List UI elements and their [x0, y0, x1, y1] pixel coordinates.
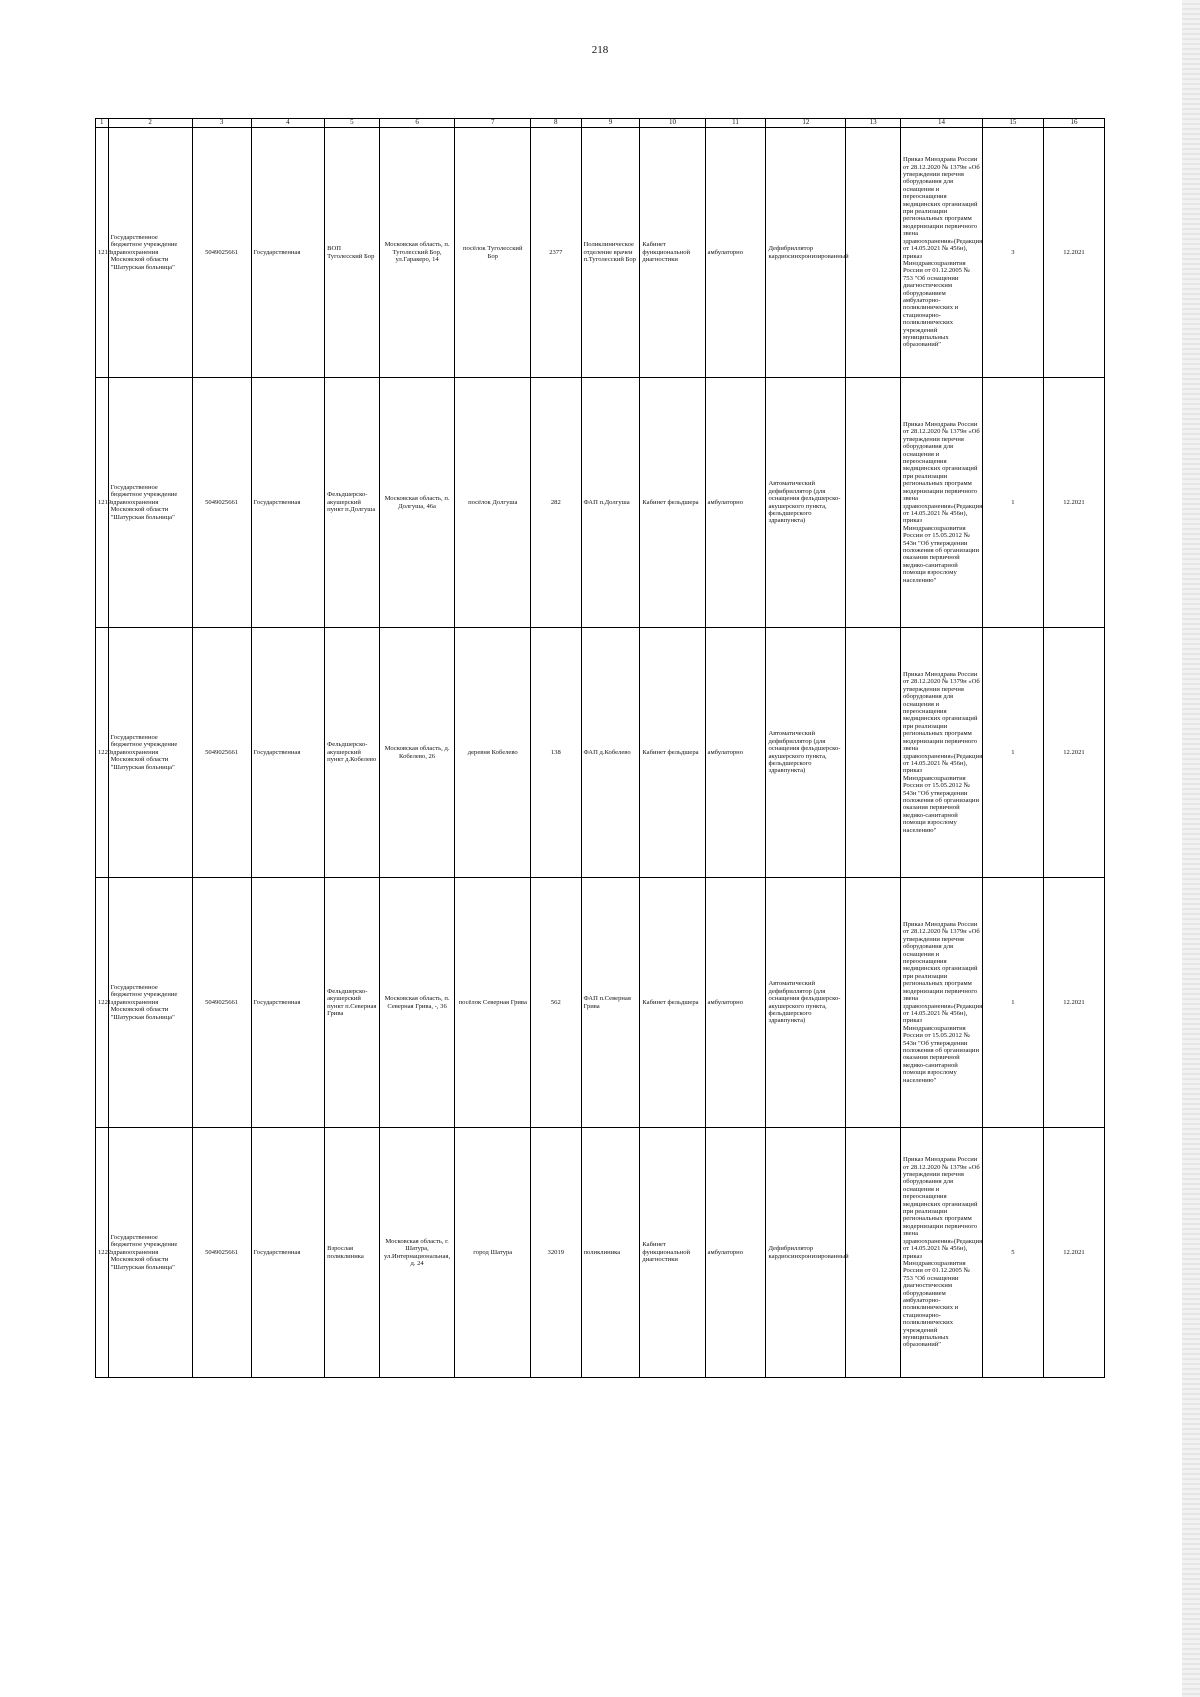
unit-cell: Фельдшерско-акушерский пункт п.Долгуша [325, 378, 380, 628]
equipment-cell: Автоматический дефибриллятор (для оснащения фельдшерско-акушерского пункта, фельдшерского здравпункта) [766, 628, 846, 878]
col13-cell [846, 628, 901, 878]
equipment-cell: Автоматический дефибриллятор (для оснащения фельдшерско-акушерского пункта, фельдшерского здравпункта) [766, 878, 846, 1128]
quantity-cell: 1 [982, 378, 1043, 628]
date-cell: 12.2021 [1043, 378, 1104, 628]
header-cell: 1 [96, 119, 109, 128]
unit-cell: Фельдшерско-акушерский пункт п.Северная Грива [325, 878, 380, 1128]
department-cell: Поликлиническое отделение врачеи п.Туголесский Бор [581, 128, 640, 378]
row-number: 1221 [96, 878, 109, 1128]
ownership-cell: Государственная [251, 628, 325, 878]
care-type-cell: амбулаторно [705, 378, 766, 628]
table-row [96, 378, 1105, 628]
header-cell: 11 [705, 119, 766, 128]
settlement-cell: посёлок Северная Грива [455, 878, 531, 1128]
inn-cell: 5049025661 [192, 378, 251, 628]
quantity-cell: 5 [982, 1128, 1043, 1378]
row-number: 1220 [96, 628, 109, 878]
table-row [96, 128, 1105, 378]
ownership-cell: Государственная [251, 878, 325, 1128]
ownership-cell: Государственная [251, 1128, 325, 1378]
header-cell: 6 [379, 119, 455, 128]
basis-cell: Приказ Минздрава России от 28.12.2020 № 1379н «Об утверждении перечня оборудования для оснащения и переоснащения медицинских организаций при реализации региональных программ модернизации первичного звена здравоохранения»(Редакция от 14.05.2021 № 456н), приказ Минздравсоцразвития России от 15.05.2012 № 543н "Об утверждении положения об организации оказания первичной медико-санитарной помощи взрослому населению" [900, 878, 982, 1128]
header-cell: 2 [108, 119, 192, 128]
header-cell: 12 [766, 119, 846, 128]
department-cell: ФАП п.Северная Грива [581, 878, 640, 1128]
basis-cell: Приказ Минздрава России от 28.12.2020 № 1379н «Об утверждении перечня оборудования для оснащения и переоснащения медицинских организаций при реализации региональных программ модернизации первичного звена здравоохранения»(Редакция от 14.05.2021 № 456н), приказ Минздравсоцразвития России от 15.05.2012 № 543н "Об утверждении положения об организации оказания первичной медико-санитарной помощи взрослому населению" [900, 628, 982, 878]
population-cell: 138 [531, 628, 581, 878]
header-row [96, 119, 1105, 128]
table-row [96, 628, 1105, 878]
table-row [96, 878, 1105, 1128]
address-cell: Московская область, п. Долгуша, 46а [379, 378, 455, 628]
population-cell: 32019 [531, 1128, 581, 1378]
quantity-cell: 3 [982, 128, 1043, 378]
settlement-cell: деревня Кобелево [455, 628, 531, 878]
care-type-cell: амбулаторно [705, 878, 766, 1128]
address-cell: Московская область, п. Северная Грива, -, 36 [379, 878, 455, 1128]
ownership-cell: Государственная [251, 378, 325, 628]
col13-cell [846, 878, 901, 1128]
population-cell: 562 [531, 878, 581, 1128]
room-cell: Кабинет фельдшера [640, 378, 705, 628]
address-cell: Московская область, г. Шатура, ул.Интернациональная, д. 24 [379, 1128, 455, 1378]
inn-cell: 5049025661 [192, 128, 251, 378]
date-cell: 12.2021 [1043, 628, 1104, 878]
settlement-cell: посёлок Долгуша [455, 378, 531, 628]
page-number: 218 [591, 44, 609, 56]
population-cell: 2377 [531, 128, 581, 378]
equipment-cell: Дефибриллятор кардиосинхронизированный [766, 128, 846, 378]
header-cell: 3 [192, 119, 251, 128]
settlement-cell: город Шатура [455, 1128, 531, 1378]
row-number: 1222 [96, 1128, 109, 1378]
unit-cell: Взрослая поликлиника [325, 1128, 380, 1378]
care-type-cell: амбулаторно [705, 1128, 766, 1378]
care-type-cell: амбулаторно [705, 628, 766, 878]
address-cell: Московская область, д. Кобелево, 26 [379, 628, 455, 878]
quantity-cell: 1 [982, 628, 1043, 878]
address-cell: Московская область, п. Туголесский Бор, ул.Гаракеро, 14 [379, 128, 455, 378]
header-cell: 5 [325, 119, 380, 128]
settlement-cell: посёлок Туголесский Бор [455, 128, 531, 378]
table-row [96, 1128, 1105, 1378]
organization-cell: Государственное бюджетное учреждение здравоохранения Московской области "Шатурская больница" [108, 878, 192, 1128]
header-cell: 10 [640, 119, 705, 128]
col13-cell [846, 1128, 901, 1378]
equipment-table [95, 118, 1105, 1378]
department-cell: ФАП п.Долгуша [581, 378, 640, 628]
row-number: 1218 [96, 128, 109, 378]
col13-cell [846, 128, 901, 378]
department-cell: ФАП д.Кобелево [581, 628, 640, 878]
equipment-cell: Автоматический дефибриллятор (для оснащения фельдшерско-акушерского пункта, фельдшерского здравпункта) [766, 378, 846, 628]
organization-cell: Государственное бюджетное учреждение здравоохранения Московской области "Шатурская больница" [108, 128, 192, 378]
inn-cell: 5049025661 [192, 878, 251, 1128]
header-cell: 4 [251, 119, 325, 128]
date-cell: 12.2021 [1043, 128, 1104, 378]
basis-cell: Приказ Минздрава России от 28.12.2020 № 1379н «Об утверждении перечня оборудования для оснащения и переоснащения медицинских организаций при реализации региональных программ модернизации первичного звена здравоохранения»(Редакция от 14.05.2021 № 456н), приказ Минздравсоцразвития России от 15.05.2012 № 543н "Об утверждении положения об организации оказания первичной медико-санитарной помощи взрослому населению" [900, 378, 982, 628]
organization-cell: Государственное бюджетное учреждение здравоохранения Московской области "Шатурская больница" [108, 1128, 192, 1378]
header-cell: 15 [982, 119, 1043, 128]
room-cell: Кабинет фельдшера [640, 878, 705, 1128]
col13-cell [846, 378, 901, 628]
header-cell: 14 [900, 119, 982, 128]
unit-cell: Фельдшерско-акушерский пункт д.Кобелево [325, 628, 380, 878]
organization-cell: Государственное бюджетное учреждение здравоохранения Московской области "Шатурская больница" [108, 378, 192, 628]
care-type-cell: амбулаторно [705, 128, 766, 378]
date-cell: 12.2021 [1043, 878, 1104, 1128]
department-cell: поликлиника [581, 1128, 640, 1378]
equipment-cell: Дефибриллятор кардиосинхронизированный [766, 1128, 846, 1378]
quantity-cell: 1 [982, 878, 1043, 1128]
scan-edge [1182, 0, 1200, 1697]
header-cell: 8 [531, 119, 581, 128]
inn-cell: 5049025661 [192, 1128, 251, 1378]
header-cell: 13 [846, 119, 901, 128]
header-cell: 7 [455, 119, 531, 128]
date-cell: 12.2021 [1043, 1128, 1104, 1378]
basis-cell: Приказ Минздрава России от 28.12.2020 № 1379н «Об утверждении перечня оборудования для оснащения и переоснащения медицинских организаций при реализации региональных программ модернизации первичного звена здравоохранения»(Редакция от 14.05.2021 № 456н), приказ Минздравсоцразвития России от 01.12.2005 № 753 "Об оснащении диагностическим оборудованием амбулаторно-поликлинических и стационарно-поликлинических учреждений муниципальных образований" [900, 128, 982, 378]
population-cell: 282 [531, 378, 581, 628]
ownership-cell: Государственная [251, 128, 325, 378]
inn-cell: 5049025661 [192, 628, 251, 878]
room-cell: Кабинет функциональной диагностики [640, 1128, 705, 1378]
unit-cell: ВОП Туголесский Бор [325, 128, 380, 378]
room-cell: Кабинет фельдшера [640, 628, 705, 878]
header-cell: 9 [581, 119, 640, 128]
row-number: 1219 [96, 378, 109, 628]
organization-cell: Государственное бюджетное учреждение здравоохранения Московской области "Шатурская больница" [108, 628, 192, 878]
room-cell: Кабинет функциональной диагностики [640, 128, 705, 378]
basis-cell: Приказ Минздрава России от 28.12.2020 № 1379н «Об утверждении перечня оборудования для оснащения и переоснащения медицинских организаций при реализации региональных программ модернизации первичного звена здравоохранения»(Редакция от 14.05.2021 № 456н), приказ Минздравсоцразвития России от 01.12.2005 № 753 "Об оснащении диагностическим оборудованием амбулаторно-поликлинических и стационарно-поликлинических учреждений муниципальных образований" [900, 1128, 982, 1378]
header-cell: 16 [1043, 119, 1104, 128]
